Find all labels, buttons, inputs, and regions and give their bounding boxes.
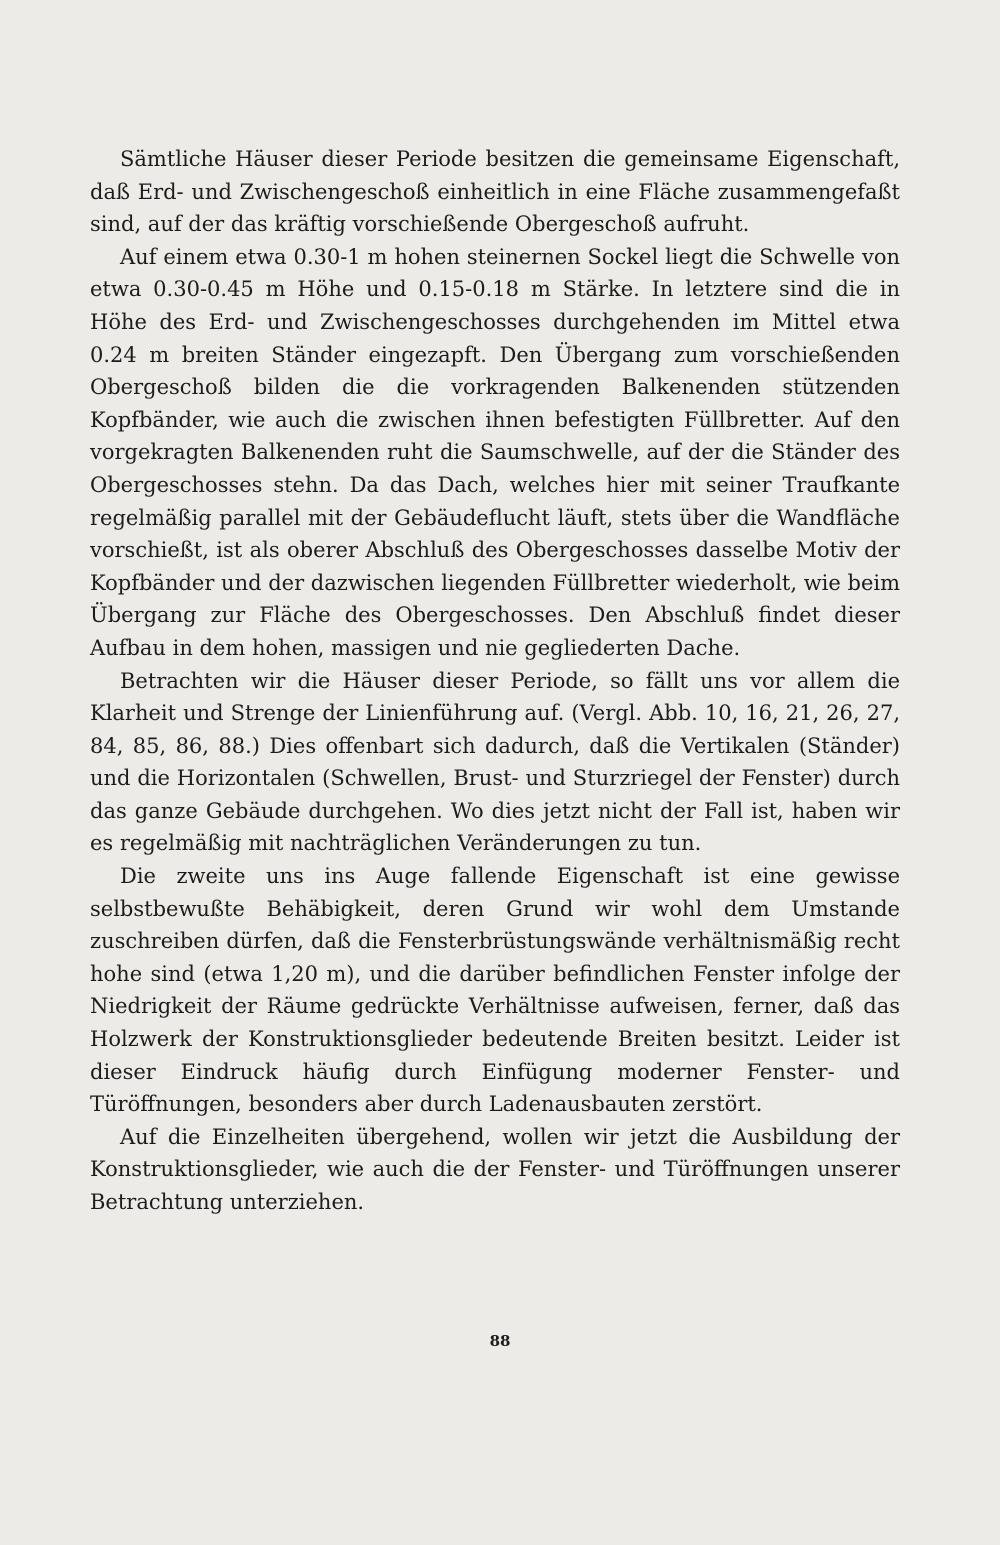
paragraph-5: Auf die Einzelheiten übergehend, wollen wir jetzt die Ausbildung der Konstruktionsglieder, wie auch die der Fenster- und Türöffnungen unserer Betrachtung unterziehen.: [90, 1124, 900, 1214]
paragraph-4: Die zweite uns ins Auge fallende Eigenschaft ist eine gewisse selbstbewußte Behäbigkeit, deren Grund wir wohl dem Umstande zuschreiben dürfen, daß die Fensterbrüstungswände verhältnismäßig recht hohe sind (etwa 1,20 m), und die darüber befindlichen Fenster infolge der Niedrigkeit der Räume gedrückte Verhältnisse aufweisen, ferner, daß das Holzwerk der Konstruktionsglieder bedeutende Breiten besitzt. Leider ist dieser Eindruck häufig durch Einfügung moderner Fenster- und Türöffnungen, besonders aber durch Ladenausbauten zerstört.: [90, 864, 900, 1117]
body-text: [90, 143, 900, 1219]
page-number: 88: [489, 1332, 511, 1350]
paragraph-1: Sämtliche Häuser dieser Periode besitzen die gemeinsame Eigenschaft, daß Erd- und Zwischengeschoß einheitlich in eine Fläche zusammengefaßt sind, auf der das kräftig vorschießende Obergeschoß aufruht.: [90, 147, 900, 237]
paragraph-2: Auf einem etwa 0.30-1 m hohen steinernen Sockel liegt die Schwelle von etwa 0.30-0.45 m Höhe und 0.15-0.18 m Stärke. In letztere sind die in Höhe des Erd- und Zwischengeschosses durchgehenden im Mittel etwa 0.24 m breiten Ständer eingezapft. Den Übergang zum vorschießenden Obergeschoß bilden die die vorkragenden Balkenenden stützenden Kopfbänder, wie auch die zwischen ihnen befestigten Füllbretter. Auf den vorgekragten Balkenenden ruht die Saumschwelle, auf der die Ständer des Obergeschosses stehn. Da das Dach, welches hier mit seiner Traufkante regelmäßig parallel mit der Gebäudeflucht läuft, stets über die Wandfläche vorschießt, ist als oberer Abschluß des Obergeschosses dasselbe Motiv der Kopfbänder und der dazwischen liegenden Füllbretter wiederholt, wie beim Übergang zur Fläche des Obergeschosses. Den Abschluß findet dieser Aufbau in dem hohen, massigen und nie gegliederten Dache.: [90, 244, 900, 660]
paragraph-3: Betrachten wir die Häuser dieser Periode, so fällt uns vor allem die Klarheit und Strenge der Linienführung auf. (Vergl. Abb. 10, 16, 21, 26, 27, 84, 85, 86, 88.) Dies offenbart sich dadurch, daß die Vertikalen (Ständer) und die Horizontalen (Schwellen, Brust- und Sturzriegel der Fenster) durch das ganze Gebäude durchgehen. Wo dies jetzt nicht der Fall ist, haben wir es regelmäßig mit nachträglichen Veränderungen zu tun.: [90, 668, 900, 856]
